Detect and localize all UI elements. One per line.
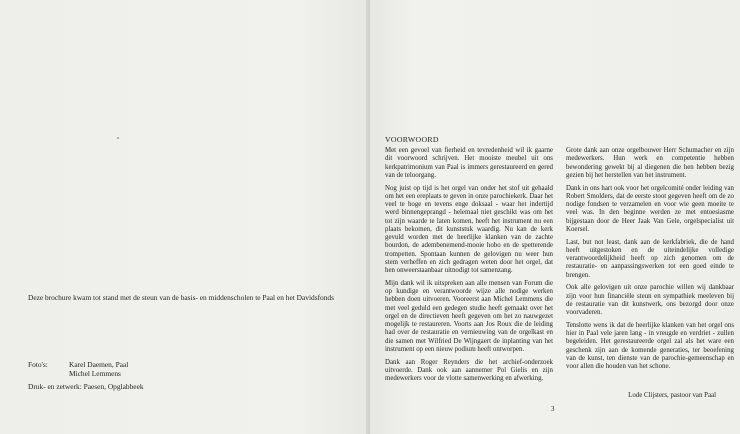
print-credits <box>28 382 144 391</box>
print-speck <box>117 137 119 139</box>
photo-credits <box>28 360 128 378</box>
foreword-paragraph: Dank aan Roger Reynders die het archief-onderzoek uitvoerde. Dank ook aan aannemer Pol Gielis en zijn medewerkers voor de vlotte samenwerking en afwerking. <box>385 358 553 382</box>
left-page <box>0 0 368 434</box>
photos-name-2: Michel Lemmens <box>69 369 121 378</box>
foreword-paragraph: Grote dank aan onze orgelbouwer Herr Schumacher en zijn medewerkers. Hun werk en competentie hebben bewondering gewekt bij al diegenen die hen hebben bezig gezien bij het herstellen van het instrument. <box>566 147 734 179</box>
foreword-paragraph: Ook alle gelovigen uit onze parochie willen wij dankbaar zijn voor hun financiële steun en sympathiek meeleven bij de restauratie van dit kunstwerk, ons bezorgd door onze voorvaderen. <box>566 284 734 316</box>
foreword-paragraph: Dank in ons hart ook voor het orgelcomité onder leiding van Robert Smolders, dat de eerste stoot gegeven heeft om de zo nodige fondsen te verzamelen en voor wie geen moeite te veel was. In den beginne werden ze met entoesiasme bijgestaan door de Heer Jaak Van Gele, orgelspecialist uit Koersel. <box>566 184 734 233</box>
print-value: Paesen, Opglabbeek <box>83 382 144 391</box>
foreword-paragraph: Tenslotte wens ik dat de heerlijke klanken van het orgel ons hier in Paal vele jaren lang - in vreugde en verdriet - zullen begeleiden. Het gerestaureerde orgel zal als het ware een geschenk zijn aan de komende generaties, ter beoefening van de kunst, ten dienste van de parochie-gemeenschap en voor allen die houden van het schone. <box>566 321 734 370</box>
foreword-column-right <box>566 147 734 376</box>
foreword-paragraph: Met een gevoel van fierheid en tevredenheid wil ik gaarne dit voorwoord schrijven. Het mooiste meubel uit ons kerkpatrimonium van Paal is immers gerestaureerd en gered van de teloorgang. <box>385 147 553 179</box>
print-label: Druk- en zetwerk: <box>28 382 82 391</box>
sponsor-credit-line: Deze brochure kwam tot stand met de steun van de basis- en middenscholen te Paal en het Davidsfonds <box>28 293 335 302</box>
foreword-paragraph: Last, but not least, dank aan de kerkfabriek, die de hand heeft uitgestoken en de uiteindelijke volledige verantwoordelijkheid heeft op zich genomen om de restauratie- en aanpassingswerken tot een goed einde te brengen. <box>566 238 734 279</box>
foreword-heading: VOORWOORD <box>385 135 439 144</box>
foreword-paragraph: Mijn dank wil ik uitspreken aan alle mensen van Forum die op kundige en verantwoorde wijze alle nodige werken hebben doen uitvoeren. Vooreerst aan Michel Lemmens die met veel geduld een gedegen studie heeft gemaakt over het orgel en de directieven heeft gegeven om het zo nauwgezet mogelijk te restaureren. Voorts aan Jos Roux die de leiding had over de restauratie en vernieuwing van de orgelkast en die samen met Wilfried De Wijngaert de inplanting van het instrument op een nieuw podium heeft ontworpen. <box>385 279 553 353</box>
foreword-paragraph: Nog juist op tijd is het orgel van onder het stof uit gehaald om het een ereplaats te geven in onze parochiekerk. Daar het veel te hoge en tevens enge doksaal - waar het indertijd werd binnengeprangd - helemaal niet geschikt was om het tot zijn waarde te laten komen, heeft het instrument nu een plaats bekomen, dit kunststuk waardig. Nu kan de kerk gevuld worden met de heerlijke klanken van de zachte bourdon, de adembenemend-mooie hobo en de spetterende trompetten. Spontaan kunnen de gelovigen nu weer hun stem verheffen en zich gedragen weten door het orgel, dat hen onweerstaanbaar uitnodigt tot samenzang. <box>385 184 553 274</box>
photos-label: Foto's: <box>28 360 48 369</box>
page-number: 3 <box>551 405 555 413</box>
foreword-column-left <box>385 147 553 388</box>
foreword-signature: Lode Clijsters, pastoor van Paal <box>628 392 716 399</box>
photos-name-1: Karel Daemen, Paal <box>69 360 129 369</box>
